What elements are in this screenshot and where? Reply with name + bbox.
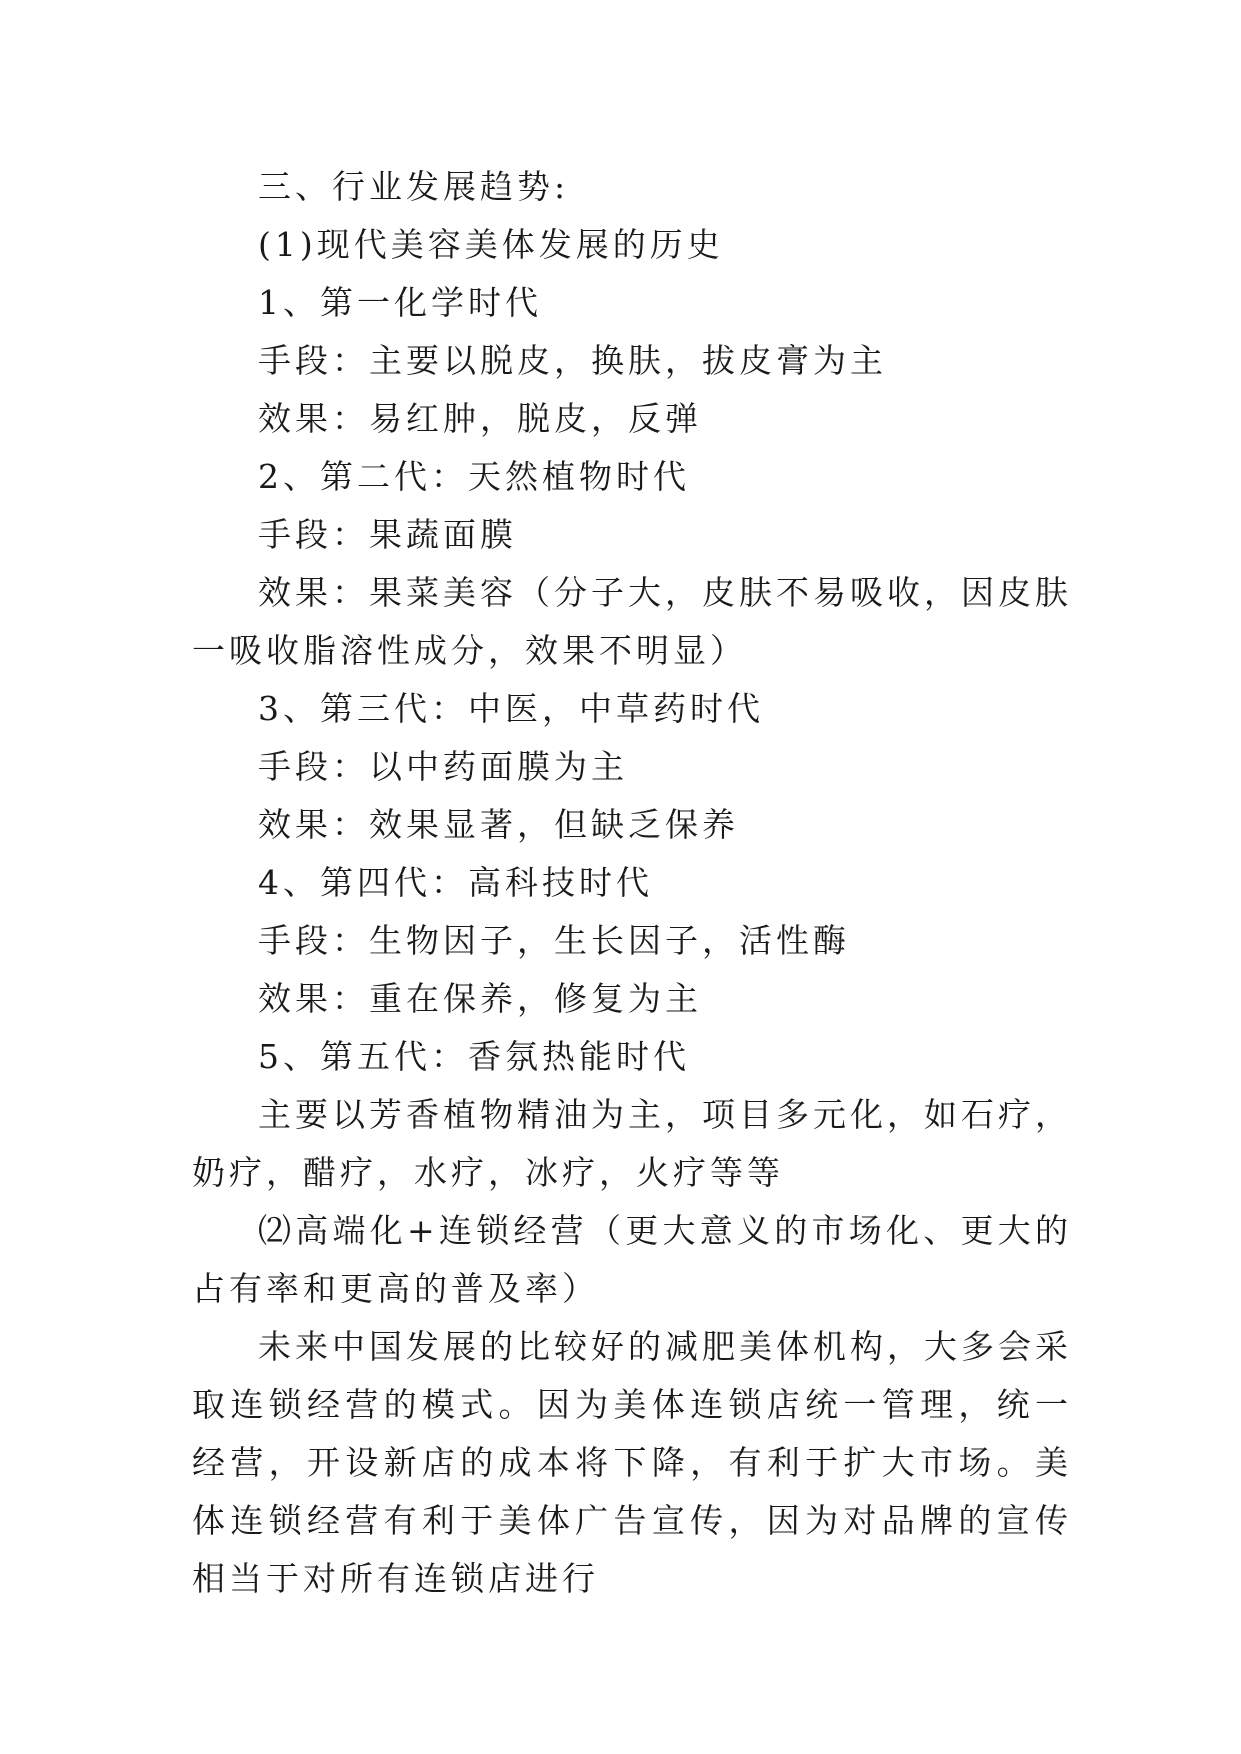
method-line: 手段：生物因子，生长因子，活性酶 bbox=[258, 921, 850, 960]
era-heading: 1、第一化学时代 bbox=[258, 283, 542, 322]
effect-line: 效果：重在保养，修复为主 bbox=[258, 979, 702, 1018]
era-heading: 4、第四代：高科技时代 bbox=[258, 863, 653, 902]
effect-line: 效果：效果显著，但缺乏保养 bbox=[258, 805, 739, 844]
method-line: 手段：以中药面膜为主 bbox=[258, 747, 628, 786]
effect-line: 效果：易红肿，脱皮，反弹 bbox=[258, 399, 702, 438]
effect-line: 效果：果菜美容（分子大，皮肤不易吸收，因皮肤一吸收脂溶性成分，效果不明显） bbox=[192, 573, 1072, 670]
document-body bbox=[192, 158, 1072, 1608]
section-heading: 三、行业发展趋势: bbox=[258, 167, 570, 206]
body-paragraph: 主要以芳香植物精油为主，项目多元化，如石疗，奶疗，醋疗，水疗，冰疗，火疗等等 bbox=[192, 1095, 1072, 1192]
method-line: 手段：果蔬面膜 bbox=[258, 515, 517, 554]
subsection-heading: (1)现代美容美体发展的历史 bbox=[258, 225, 724, 264]
era-heading: 5、第五代：香氛热能时代 bbox=[258, 1037, 690, 1076]
method-line: 手段：主要以脱皮，换肤，拔皮膏为主 bbox=[258, 341, 887, 380]
subsection-heading: ⑵高端化+连锁经营（更大意义的市场化、更大的占有率和更高的普及率） bbox=[192, 1211, 1072, 1308]
era-heading: 2、第二代：天然植物时代 bbox=[258, 457, 690, 496]
body-paragraph: 未来中国发展的比较好的减肥美体机构，大多会采取连锁经营的模式。因为美体连锁店统一管理，统一经营，开设新店的成本将下降，有利于扩大市场。美体连锁经营有利于美体广告宣传，因为对品牌的宣传相当于对所有连锁店进行 bbox=[192, 1327, 1072, 1598]
era-heading: 3、第三代：中医，中草药时代 bbox=[258, 689, 764, 728]
